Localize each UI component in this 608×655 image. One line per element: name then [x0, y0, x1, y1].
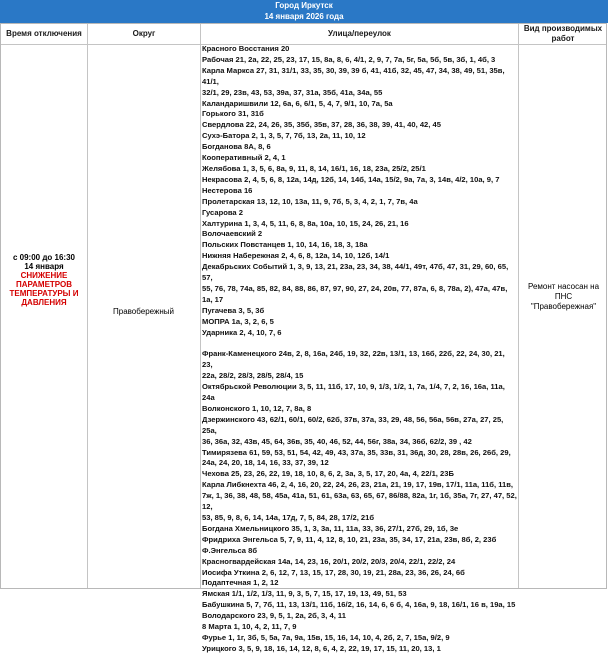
street-line: 22а, 28/2, 28/3, 28/5, 28/4, 15 — [202, 371, 304, 381]
reason-line-3: ТЕМПЕРАТУРЫ И — [9, 289, 79, 298]
street-line: Нестерова 16 — [202, 185, 253, 195]
street-line: 8 Марта 1, 10, 4, 2, 11, 7, 9 — [202, 622, 297, 632]
street-line: 55, 76, 78, 74а, 85, 82, 84, 88, 86, 87, 97, 90, 27, 24, 20в, 77, 87а, 6, 8, 78а, 2), 47а, 47в, 1а, 17 — [202, 283, 510, 304]
time-range: с 09:00 до 16:30 — [12, 253, 75, 262]
street-line — [202, 338, 517, 349]
street-line: Рабочая 21, 2а, 22, 25, 23, 17, 15, 8а, 8, 6, 4/1, 2, 9, 7, 7а, 5г, 5а, 5б, 5в, 3б, 1, 4б, 3 — [202, 54, 496, 64]
street-line: Володарского 23, 9, 5, 1, 2а, 2б, 3, 4, 11 — [202, 611, 346, 621]
reason-line-1: СНИЖЕНИЕ — [20, 271, 68, 280]
street-line: Пугачева 3, 5, 3б — [202, 305, 265, 315]
outage-table — [0, 23, 607, 653]
col-divider-2 — [200, 24, 201, 588]
street-line: Каландаришвили 12, 6а, 6, 6/1, 5, 4, 7, 9/1, 10, 7а, 5а — [202, 98, 393, 108]
street-line: Карла Либкнехта 46, 2, 4, 16, 20, 22, 24, 26, 23, 21а, 21, 19, 17, 19в, 17/1, 11а, 11б, 11в, — [202, 480, 514, 490]
street-line: Волконского 1, 10, 12, 7, 8а, 8 — [202, 403, 312, 413]
street-line: Свердлова 22, 24, 26, 35, 35б, 35в, 37, 28, 36, 38, 39, 41, 40, 42, 45 — [202, 120, 441, 130]
street-line: Ф.Энгельса 8б — [202, 545, 258, 555]
street-line: Октябрьской Революции 3, 5, 11, 11б, 17, 10, 9, 1/3, 1/2, 1, 7а, 1/4, 7, 2, 16, 16а, 11а, 24а — [202, 382, 507, 402]
work-line-2: ПНС — [554, 292, 573, 301]
street-line: Волочаевский 2 — [202, 229, 263, 239]
street-line: Богдана Хмельницкого 35, 1, 3, 3а, 11, 11а, 33, 36, 27/1, 27б, 29, 1б, 3е — [202, 523, 459, 533]
column-header-okrug: Округ — [132, 29, 156, 38]
work-line-1: Ремонт насосан на — [527, 282, 600, 291]
street-line: Франк-Каменецкого 24в, 2, 8, 16а, 24б, 19, 32, 22в, 13/1, 13, 16б, 22б, 22, 24, 30, 21, 23, — [202, 349, 507, 370]
street-line: Нижняя Набережная 2, 4, 6, 8, 12а, 14, 10, 12б, 14/1 — [202, 251, 390, 261]
street-line: Карла Маркса 27, 31, 31/1, 33, 35, 30, 39, 39 б, 41, 41б, 32, 45, 47, 34, 38, 49, 51, 35в, 41/1, — [202, 65, 507, 86]
street-line: 7ж, 1, 36, 38, 48, 58, 45а, 41а, 51, 61, 63а, 63, 65, 67, 86/88, 82а, 1г, 1б, 35а, 7г, 27, 47, 52, 12, — [202, 491, 517, 512]
street-line: Красного Восстания 20 — [202, 44, 290, 53]
column-header-street: Улица/переулок — [328, 29, 391, 38]
date-title: 14 января 2026 года — [0, 11, 608, 23]
street-line: 36, 36а, 32, 43в, 45, 64, 36в, 35, 40, 46, 52, 44, 56г, 38а, 34, 36б, 62/2, 39 , 42 — [202, 436, 472, 446]
street-line: Красногвардейская 14а, 14, 23, 16, 20/1, 20/2, 20/3, 20/4, 22/1, 22/2, 24 — [202, 556, 456, 566]
street-line: Польских Повстанцев 1, 10, 14, 16, 18, 3, 18а — [202, 240, 368, 250]
street-line: Горького 31, 31б — [202, 109, 264, 119]
street-line: Некрасова 2, 4, 5, 6, 8, 12а, 14д, 12б, 14, 14б, 14а, 15/2, 9а, 7а, 3, 14в, 4/2, 10а, 9, 7 — [202, 174, 500, 184]
column-header-time: Время отключения — [6, 29, 82, 38]
street-line: Бабушкина 5, 7, 7б, 11, 13, 13/1, 11б, 16/2, 16, 14, 6, 6 б, 4, 16а, 9, 18, 16/1, 16 в, 19а, 15 — [202, 600, 516, 610]
work-line-3: "Правобережная" — [530, 302, 597, 311]
street-line: Ямская 1/1, 1/2, 1/3, 11, 9, 3, 5, 7, 15, 17, 19, 13, 49, 51, 53 — [202, 589, 407, 599]
street-line: Фурье 1, 1г, 3б, 5, 5а, 7а, 9а, 15в, 15, 16, 14, 10, 4, 2б, 2, 7, 15а, 9/2, 9 — [202, 632, 450, 642]
street-line: Желябова 1, 3, 5, 6, 8а, 9, 11, 8, 14, 16/1, 16, 18, 23а, 25/2, 25/1 — [202, 163, 426, 173]
reason-line-2: ПАРАМЕТРОВ — [15, 280, 73, 289]
street-line: Подаптечная 1, 2, 12 — [202, 578, 279, 588]
street-line: Сухэ-Батора 2, 1, 3, 5, 7, 7б, 13, 2а, 11, 10, 12 — [202, 131, 366, 141]
column-header-work: Вид производимых работ — [523, 24, 603, 43]
okrug-cell: Правобережный — [113, 307, 174, 316]
street-line: Иосифа Уткина 2, 6, 12, 7, 13, 15, 17, 28, 30, 19, 21, 28а, 23, 36, 26, 24, 6б — [202, 567, 465, 577]
street-line: 53, 85, 9, 8, 6, 14, 14а, 17д, 7, 5, 84, 28, 17/2, 21б — [202, 512, 375, 522]
street-line: Гусарова 2 — [202, 207, 243, 217]
street-line: Тимирязева 61, 59, 53, 51, 54, 42, 49, 43, 37а, 35, 33в, 31, 36д, 30, 28, 28в, 26, 26б, 29, — [202, 447, 511, 457]
city-title: Город Иркутск — [0, 0, 608, 11]
street-line: Чехова 25, 23, 26, 22, 19, 18, 10, 8, 6, 2, 3а, 3, 5, 17, 20, 4а, 4, 22/1, 23Б — [202, 469, 454, 479]
street-line: Кооперативный 2, 4, 1 — [202, 153, 286, 163]
street-line: Пролетарская 13, 12, 10, 13а, 11, 9, 7б, 5, 3, 4, 2, 1, 7, 7в, 4а — [202, 196, 418, 206]
street-line: Фридриха Энгельса 5, 7, 9, 11, 4, 12, 8, 10, 21, 23а, 35, 34, 17, 21а, 23в, 8б, 2, 23б — [202, 534, 497, 544]
work-type-cell — [519, 282, 608, 312]
outage-time-cell — [1, 253, 87, 307]
street-line: 32/1, 29, 23в, 43, 53, 39а, 37, 31а, 35б, 41а, 34а, 55 — [202, 87, 383, 97]
street-line: Дзержинского 43, 62/1, 60/1, 60/2, 62б, 37в, 37а, 33, 29, 48, 56, 56а, 56в, 27а, 27, 25, 25а, — [202, 414, 506, 435]
street-line: Ударника 2, 4, 10, 7, 6 — [202, 327, 282, 337]
col-divider-1 — [87, 24, 88, 588]
street-line: МОПРА 1а, 3, 2, 6, 5 — [202, 316, 274, 326]
street-line: Халтурина 1, 3, 4, 5, 11, 6, 8, 8а, 10а, 10, 15, 24, 26, 21, 16 — [202, 218, 409, 228]
street-line: Богданова 8А, 8, 6 — [202, 142, 271, 152]
street-list — [202, 44, 517, 655]
reason-line-4: ДАВЛЕНИЯ — [21, 298, 67, 307]
street-line: 24а, 24, 20, 18, 14, 16, 33, 37, 39, 12 — [202, 458, 329, 468]
street-line: Декабрьских Событий 1, 3, 9, 13, 21, 23а, 23, 34, 38, 44/1, 49т, 47б, 47, 31, 29, 60, 65, 57, — [202, 262, 511, 283]
time-date: 14 января — [24, 262, 64, 271]
street-line: Урицкого 3, 5, 9, 18, 16, 14, 12, 8, 6, 4, 2, 22, 19, 17, 15, 11, 20, 13, 1 — [202, 643, 441, 653]
